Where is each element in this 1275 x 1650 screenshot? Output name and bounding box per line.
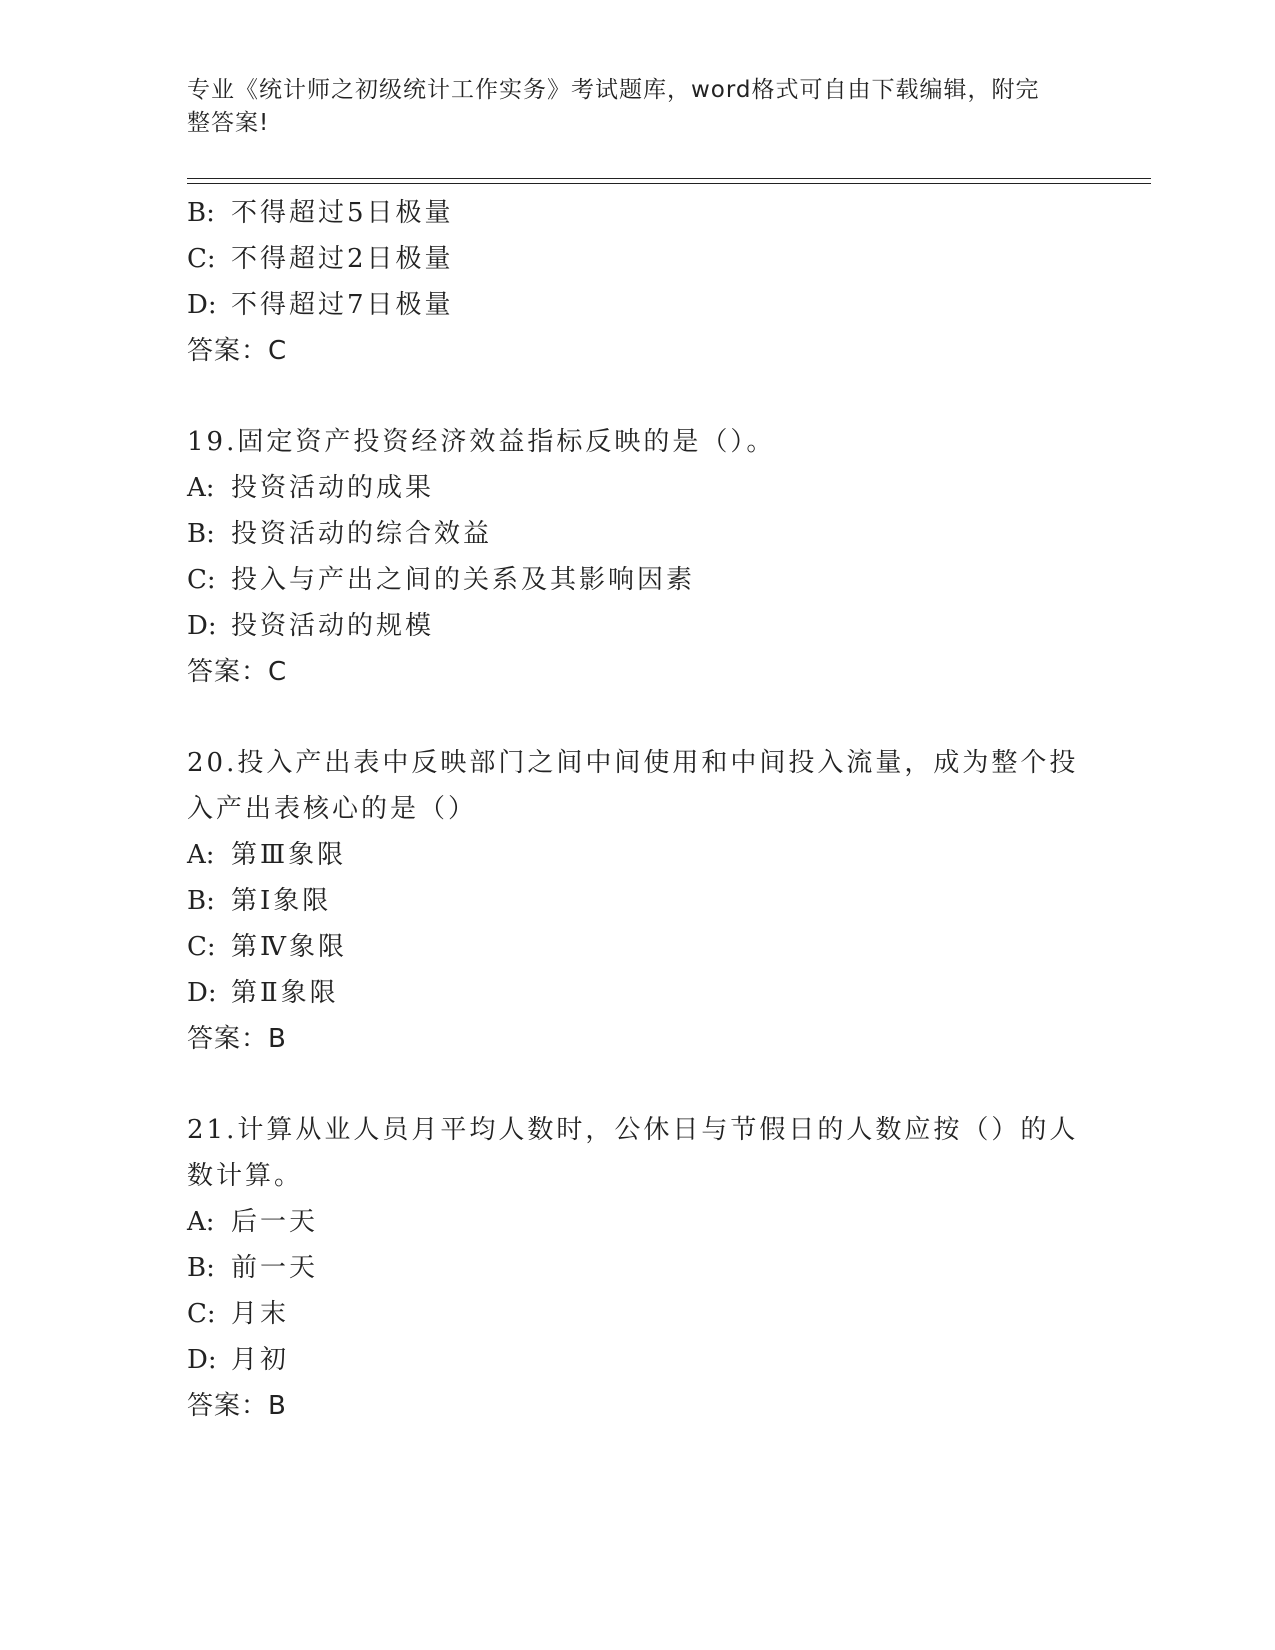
- option-text: 不得超过7日极量: [231, 290, 454, 320]
- spacer: [187, 374, 1087, 419]
- spacer: [187, 695, 1087, 740]
- option-text: 前一天: [231, 1253, 319, 1283]
- question-stem-line-2: 数计算。: [187, 1161, 304, 1191]
- option-label: D:: [187, 978, 217, 1008]
- header-line-1: 专业《统计师之初级统计工作实务》考试题库，word格式可自由下载编辑，附完: [187, 77, 1040, 103]
- option-text: 第Ⅰ象限: [231, 886, 332, 916]
- header-rule-bottom: [187, 183, 1151, 184]
- option-a: [187, 1199, 1087, 1245]
- option-label: A:: [187, 1207, 215, 1237]
- option-label: D:: [187, 290, 217, 320]
- question-stem-line-1: 20.投入产出表中反映部门之间中间使用和中间投入流量，成为整个投: [187, 748, 1079, 778]
- option-label: D:: [187, 1345, 217, 1375]
- option-text: 投入与产出之间的关系及其影响因素: [231, 565, 696, 595]
- option-text: 投资活动的综合效益: [231, 519, 493, 549]
- option-label: C:: [187, 565, 216, 595]
- option-label: D:: [187, 611, 217, 641]
- option-c: [187, 557, 1087, 603]
- option-a: [187, 465, 1087, 511]
- option-c: [187, 924, 1087, 970]
- option-d: [187, 970, 1087, 1016]
- option-text: 月末: [231, 1299, 290, 1329]
- option-label: B:: [187, 886, 215, 916]
- option-text: 第Ⅲ象限: [231, 840, 347, 870]
- spacer: [187, 1062, 1087, 1107]
- option-a: [187, 832, 1087, 878]
- question-19: [187, 419, 1087, 695]
- option-d: [187, 603, 1087, 649]
- option-text: 月初: [231, 1345, 290, 1375]
- option-text: 投资活动的规模: [231, 611, 435, 641]
- question-stem-line-1: 21.计算从业人员月平均人数时，公休日与节假日的人数应按（）的人: [187, 1115, 1079, 1145]
- header-line-2: 整答案!: [187, 110, 270, 136]
- option-b: [187, 878, 1087, 924]
- option-text: 不得超过2日极量: [231, 244, 454, 274]
- question-18-tail: [187, 190, 1087, 374]
- option-label: B:: [187, 519, 215, 549]
- option-label: A:: [187, 473, 215, 503]
- document-header: [187, 74, 1067, 140]
- question-list: [187, 190, 1087, 1429]
- answer: 答案：C: [187, 657, 288, 687]
- option-label: C:: [187, 1299, 216, 1329]
- option-b: [187, 190, 1087, 236]
- option-d: [187, 1337, 1087, 1383]
- option-label: C:: [187, 932, 216, 962]
- answer: 答案：C: [187, 336, 288, 366]
- answer: 答案：B: [187, 1391, 287, 1421]
- question-21: [187, 1107, 1087, 1429]
- option-text: 第Ⅳ象限: [231, 932, 347, 962]
- option-label: C:: [187, 244, 216, 274]
- question-stem-line-2: 入产出表核心的是（）: [187, 794, 478, 824]
- question-20: [187, 740, 1087, 1062]
- option-text: 投资活动的成果: [231, 473, 435, 503]
- question-stem: 19.固定资产投资经济效益指标反映的是（）。: [187, 427, 776, 457]
- option-label: B:: [187, 198, 215, 228]
- answer: 答案：B: [187, 1024, 287, 1054]
- option-text: 不得超过5日极量: [231, 198, 454, 228]
- option-b: [187, 511, 1087, 557]
- option-b: [187, 1245, 1087, 1291]
- option-label: B:: [187, 1253, 215, 1283]
- header-rule-top: [187, 178, 1151, 179]
- option-c: [187, 1291, 1087, 1337]
- option-label: A:: [187, 840, 215, 870]
- option-d: [187, 282, 1087, 328]
- option-text: 后一天: [231, 1207, 319, 1237]
- option-text: 第Ⅱ象限: [231, 978, 339, 1008]
- option-c: [187, 236, 1087, 282]
